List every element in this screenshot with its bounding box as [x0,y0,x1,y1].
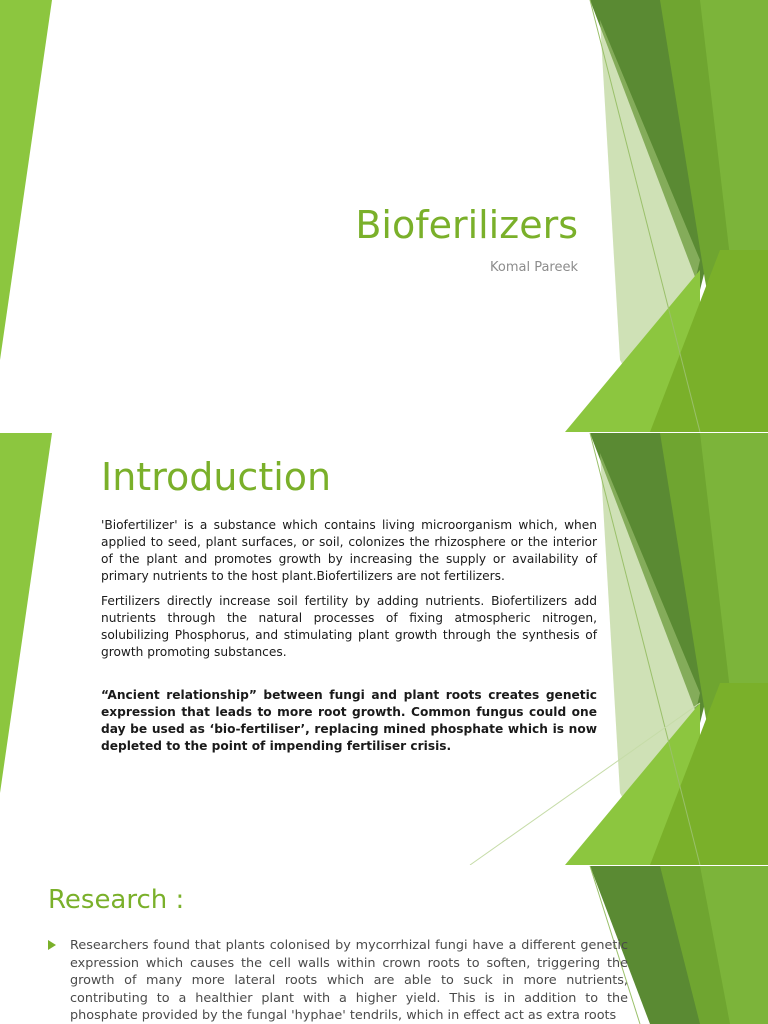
paragraph: Fertilizers directly increase soil fertility by adding nutrients. Biofertilizers add nutrients through the natural processes of fixing atmospheric nitrogen, solubilizing Phosphorus, and stimulating plant growth through the synthesis of growth promoting substances. [101,594,597,659]
author-name: Komal Pareek [489,260,578,275]
research-slide [0,866,768,1024]
slide-body [101,517,597,763]
bullet-arrow-icon [48,940,56,950]
paragraph: 'Biofertilizer' is a substance which contains living microorganism which, when applied to seed, plant surfaces, or soil, colonizes the rhizosphere or the interior of the plant and promotes growth by increasing the supply or availability of primary nutrients to the host plant.Biofertilizers are not fertilizers. [101,518,597,583]
highlight-paragraph: “Ancient relationship” between fungi and plant roots creates genetic expression that leads to more root growth. Common fungus could one day be used as ‘bio-fertiliser’, replacing mined phosphate which is now depleted to the point of impending fertiliser crisis. [101,688,597,753]
bullet-item [48,937,628,1024]
slide-title: Research : [48,885,185,915]
presentation-title: Bioferilizers [355,203,578,247]
bullet-text: Researchers found that plants colonised by mycorrhizal fungi have a different genetic expression which causes the cell walls within crown roots to soften, triggering the growth of many more lateral roots which are able to suck in more nutrients, contributing to a healthier plant with a higher yield. This is in addition to the phosphate provided by the fungal 'hyphae' tendrils, which in effect act as extra roots [70,938,628,1023]
title-slide [0,0,768,432]
slide-title: Introduction [101,455,332,499]
introduction-slide [0,433,768,865]
